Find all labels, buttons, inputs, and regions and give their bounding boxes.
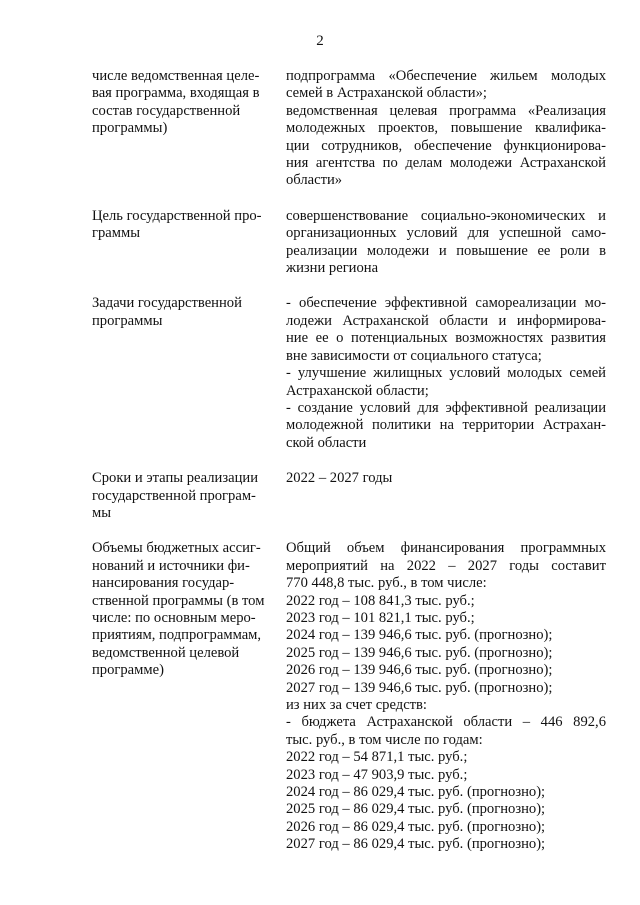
- value-line: вне зависимости от социального статуса;: [286, 347, 542, 364]
- row-label: [92, 208, 278, 243]
- label-line: программы: [92, 312, 163, 329]
- value-line: 2024 год – 139 946,6 тыс. руб. (прогнозно);: [286, 627, 553, 644]
- value-line: ние ее о потенциальных возможностях развития: [286, 330, 606, 347]
- value-line: совершенствование социально-экономических и: [286, 207, 606, 224]
- value-line: 2022 год – 108 841,3 тыс. руб.;: [286, 592, 475, 609]
- label-line: вая программа, входящая в: [92, 85, 260, 102]
- value-line: семей в Астраханской области»;: [286, 85, 487, 102]
- value-line: Общий объем финансирования программных: [286, 540, 606, 557]
- row-label: [92, 470, 278, 522]
- value-line: 2024 год – 86 029,4 тыс. руб. (прогнозно);: [286, 784, 546, 801]
- label-line: состав государственной: [92, 102, 241, 119]
- table-row: [92, 540, 612, 853]
- label-line: нований и источники фи-: [92, 557, 250, 574]
- label-line: числе ведомственная целе-: [92, 68, 260, 84]
- value-line: - улучшение жилищных условий молодых семей: [286, 365, 606, 382]
- value-line: Астраханской области;: [286, 382, 429, 399]
- value-line: молодежных проектов, повышение квалифика-: [286, 120, 606, 137]
- value-line: мероприятий на 2022 – 2027 годы составит: [286, 557, 606, 574]
- label-line: программе): [92, 662, 164, 679]
- value-line: 2023 год – 47 903,9 тыс. руб.;: [286, 766, 468, 783]
- label-line: Объемы бюджетных ассиг-: [92, 540, 261, 557]
- row-label: [92, 68, 278, 138]
- row-value: [286, 295, 606, 452]
- label-line: приятиям, подпрограммам,: [92, 627, 262, 644]
- value-line: из них за счет средств:: [286, 697, 427, 713]
- row-value: [286, 470, 606, 487]
- value-line: 2026 год – 139 946,6 тыс. руб. (прогнозно);: [286, 662, 553, 679]
- label-line: программы): [92, 120, 168, 137]
- value-line: - бюджета Астраханской области – 446 892,6: [286, 714, 606, 731]
- value-line: 2027 год – 139 946,6 тыс. руб. (прогнозно);: [286, 679, 553, 696]
- table-row: [92, 208, 612, 278]
- table-row: [92, 68, 612, 190]
- row-value: [286, 68, 606, 190]
- row-label: [92, 540, 278, 679]
- table-row: [92, 295, 612, 452]
- page-number: 2: [316, 33, 324, 49]
- label-line: ственной программы (в том: [92, 592, 265, 609]
- value-line: - создание условий для эффективной реализации: [286, 399, 606, 416]
- value-line: 2022 год – 54 871,1 тыс. руб.;: [286, 749, 468, 766]
- value-line: ния агентства по делам молодежи Астраханской: [286, 155, 606, 172]
- label-line: государственной програм-: [92, 487, 256, 504]
- passport-table: [92, 68, 612, 854]
- value-line: 2027 год – 86 029,4 тыс. руб. (прогнозно);: [286, 836, 546, 853]
- label-line: нансирования государ-: [92, 575, 235, 592]
- label-line: граммы: [92, 225, 141, 242]
- value-line: организационных условий для успешной само-: [286, 225, 606, 242]
- value-line: 770 448,8 тыс. руб., в том числе:: [286, 575, 487, 592]
- value-line: 2025 год – 139 946,6 тыс. руб. (прогнозно);: [286, 644, 553, 661]
- label-line: Сроки и этапы реализации: [92, 470, 259, 487]
- row-value: [286, 208, 606, 278]
- value-line: 2025 год – 86 029,4 тыс. руб. (прогнозно);: [286, 801, 546, 818]
- value-line: 2026 год – 86 029,4 тыс. руб. (прогнозно);: [286, 818, 546, 835]
- row-value: [286, 540, 606, 853]
- value-line: подпрограмма «Обеспечение жильем молодых: [286, 68, 606, 84]
- value-line: молодежной политики на территории Астрахан-: [286, 417, 606, 434]
- value-line: ской области: [286, 434, 367, 451]
- value-line: тыс. руб., в том числе по годам:: [286, 731, 483, 748]
- label-line: ведомственной целевой: [92, 644, 240, 661]
- row-label: [92, 295, 278, 330]
- value-line: ции сотрудников, обеспечение функционирова-: [286, 137, 606, 154]
- value-line: жизни региона: [286, 260, 379, 277]
- label-line: Задачи государственной: [92, 295, 242, 312]
- label-line: числе: по основным меро-: [92, 609, 256, 626]
- value-line: реализации молодежи и повышение ее роли в: [286, 242, 606, 259]
- value-line: - обеспечение эффективной самореализации мо-: [286, 295, 606, 312]
- label-line: мы: [92, 504, 112, 521]
- value-line: 2023 год – 101 821,1 тыс. руб.;: [286, 609, 475, 626]
- value-line: лодежи Астраханской области и информирова-: [286, 312, 606, 329]
- value-line: ведомственная целевая программа «Реализация: [286, 102, 606, 119]
- table-row: [92, 470, 612, 522]
- value-line: 2022 – 2027 годы: [286, 470, 393, 487]
- label-line: Цель государственной про-: [92, 207, 262, 224]
- value-line: области»: [286, 172, 343, 189]
